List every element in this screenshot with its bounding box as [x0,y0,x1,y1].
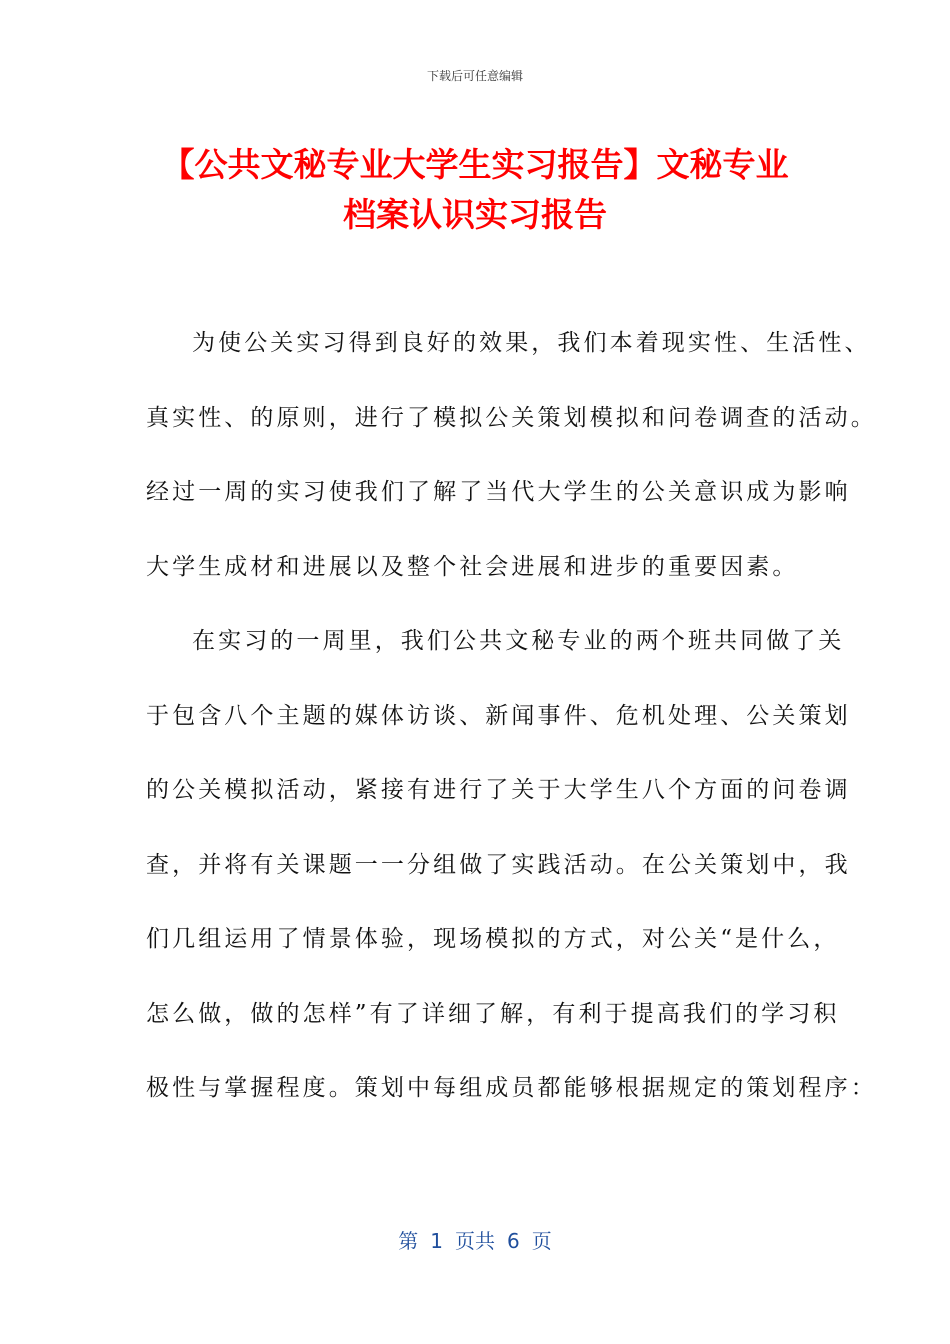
header-note: 下载后可任意编辑 [426,69,523,83]
paragraph-line: 极性与掌握程度。策划中每组成员都能够根据规定的策划程序： [146,1075,877,1101]
paragraph-line: 的公关模拟活动，紧接有进行了关于大学生八个方面的问卷调 [146,777,851,803]
paragraph-line: 大学生成材和进展以及整个社会进展和进步的重要因素。 [146,553,799,580]
document-title [120,140,830,240]
paragraph-line: 真实性、的原则，进行了模拟公关策划模拟和问卷调查的活动。 [146,404,877,431]
body-text [146,320,877,1140]
title-line-1: 【公共文秘专业大学生实习报告】文秘专业 [161,145,789,184]
paragraph-line: 为使公关实习得到良好的效果，我们本着现实性、生活性、 [192,330,871,356]
title-line-2: 档案认识实习报告 [343,195,607,234]
paragraph-line: 怎么做，做的怎样”有了详细了解，有利于提高我们的学习积 [146,1000,840,1027]
page-footer [0,1225,950,1254]
paragraph-line: 查，并将有关课题一一分组做了实践活动。在公关策划中，我 [146,851,851,878]
paragraph-line: 们几组运用了情景体验，现场模拟的方式，对公关“是什么， [146,926,840,952]
footer-suffix: 页 [531,1229,552,1253]
footer-mid: 页共 [455,1229,495,1253]
paragraph-line: 于包含八个主题的媒体访谈、新闻事件、危机处理、公关策划 [146,702,851,729]
paragraph-line: 在实习的一周里，我们公共文秘专业的两个班共同做了关 [192,628,845,654]
paragraph-line: 经过一周的实习使我们了解了当代大学生的公关意识成为影响 [146,479,851,505]
footer-total-pages: 6 [507,1229,520,1253]
footer-page-number: 1 [430,1229,443,1253]
footer-prefix: 第 [398,1229,419,1253]
